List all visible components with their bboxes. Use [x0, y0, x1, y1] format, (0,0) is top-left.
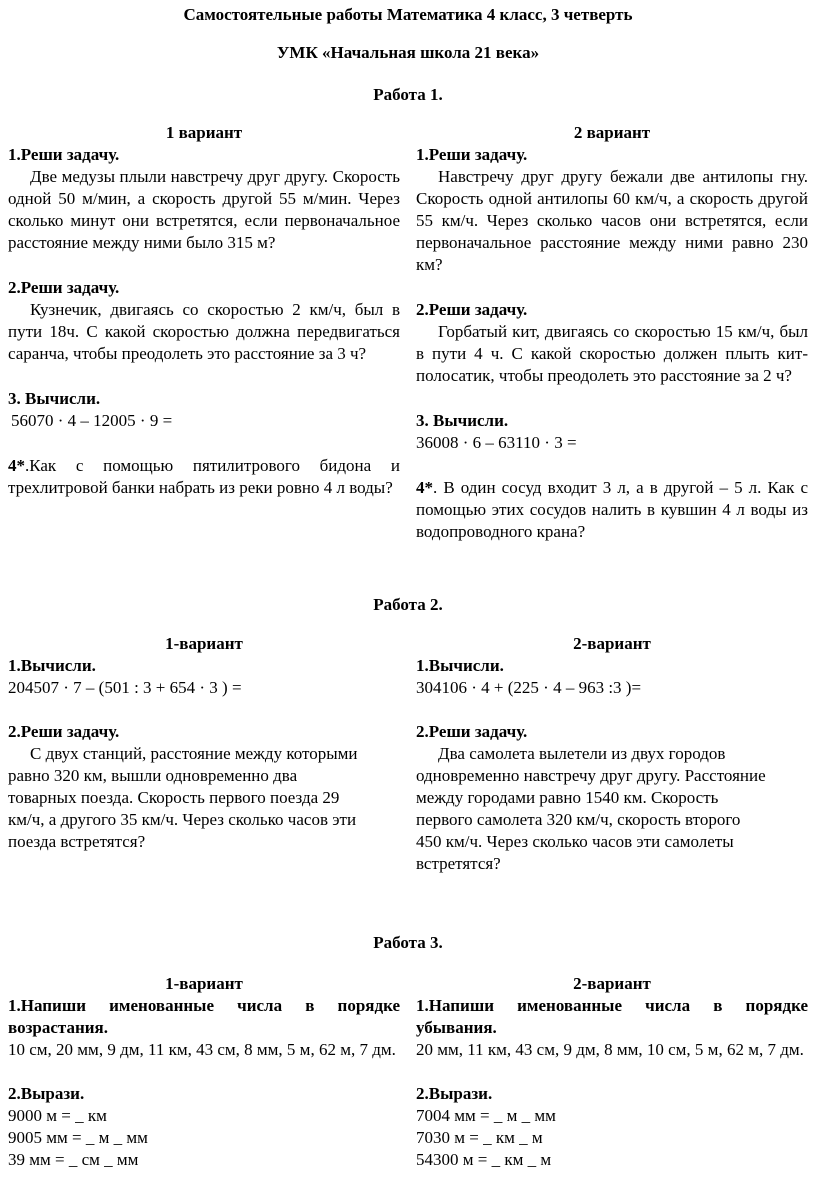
- task1-text: 20 мм, 11 км, 43 см, 9 дм, 8 мм, 10 см, 5 м, 62 м, 7 дм.: [416, 1040, 804, 1059]
- task1-expression: 204507 · 7 – (501 : 3 + 654 · 3 ) =: [8, 678, 242, 697]
- task2-label: 2.Реши задачу.: [416, 300, 528, 319]
- task2-text: Горбатый кит, двигаясь со скоростью 15 км/ч, был в пути 4 ч. С какой скоростью должен плыть кит-полосатик, чтобы преодолеть это расстояние за 2 ч?: [416, 322, 808, 385]
- task2-line: км/ч, а другого 35 км/ч. Через сколько часов эти: [8, 810, 357, 829]
- task3-label: 3. Вычисли.: [8, 389, 101, 408]
- task4-label: 4*: [8, 456, 25, 475]
- umk-title: УМК «Начальная школа 21 века»: [276, 43, 540, 62]
- task2-line: 9000 м = _ км: [8, 1106, 107, 1125]
- variant-heading: 2-вариант: [573, 634, 651, 653]
- variant-heading: 2 вариант: [573, 123, 651, 142]
- task2-line: равно 320 км, вышли одновременно два: [8, 766, 298, 785]
- task1-label: 1.Вычисли.: [8, 656, 96, 675]
- work1-variant1: [8, 122, 400, 499]
- task2-line: 39 мм = _ см _ мм: [8, 1150, 139, 1169]
- task3-expression: 36008 · 6 – 63110 · 3 =: [416, 433, 577, 452]
- task2-line: 450 км/ч. Через сколько часов эти самолеты: [416, 832, 734, 851]
- work2-variant1: [8, 633, 400, 853]
- task4-text: 4*. В один сосуд входит 3 л, а в другой – 5 л. Как с помощью этих сосудов налить в кувшин 4 л воды из водопроводного крана?: [416, 478, 808, 541]
- work2-title: Работа 2.: [373, 595, 443, 614]
- task2-line: Два самолета вылетели из двух городов: [438, 744, 726, 763]
- task2-label: 2.Вырази.: [8, 1084, 85, 1103]
- task1-text: Две медузы плыли навстречу друг другу. Скорость одной 50 м/мин, а скорость другой 55 м/мин. Через сколько минут они встретятся, если первоначальное расстояние между ними было 315 м?: [8, 167, 400, 252]
- task1-label: 1.Реши задачу.: [416, 145, 528, 164]
- variant-heading: 1-вариант: [165, 974, 243, 993]
- task1-label: 1.Напиши именованные числа в порядке убывания.: [416, 996, 808, 1037]
- task1-label: 1.Вычисли.: [416, 656, 504, 675]
- task2-line: С двух станций, расстояние между которыми: [30, 744, 358, 763]
- variant-heading: 1 вариант: [165, 123, 243, 142]
- task2-label: 2.Реши задачу.: [8, 722, 120, 741]
- task1-text: 10 см, 20 мм, 9 дм, 11 км, 43 см, 8 мм, 5 м, 62 м, 7 дм.: [8, 1040, 396, 1059]
- task2-line: встретятся?: [416, 854, 501, 873]
- task4-label: 4*: [416, 478, 433, 497]
- task4-text: 4*.Как с помощью пятилитрового бидона и трехлитровой банки набрать из реки ровно 4 л воды?: [8, 456, 400, 497]
- task2-line: товарных поезда. Скорость первого поезда 29: [8, 788, 340, 807]
- task2-line: 7030 м = _ км _ м: [416, 1128, 543, 1147]
- task1-label: 1.Реши задачу.: [8, 145, 120, 164]
- work1-title: Работа 1.: [373, 85, 443, 104]
- work3-variant2: [416, 973, 808, 1171]
- task2-label: 2.Реши задачу.: [8, 278, 120, 297]
- work1-variant2: [416, 122, 808, 543]
- task1-expression: 304106 · 4 + (225 · 4 – 963 :3 )=: [416, 678, 642, 697]
- variant-heading: 2-вариант: [573, 974, 651, 993]
- task3-label: 3. Вычисли.: [416, 411, 509, 430]
- task2-line: между городами равно 1540 км. Скорость: [416, 788, 719, 807]
- task3-expression: 56070 · 4 – 12005 · 9 =: [11, 411, 173, 430]
- task2-label: 2.Реши задачу.: [416, 722, 528, 741]
- task2-text: Кузнечик, двигаясь со скоростью 2 км/ч, был в пути 18ч. С какой скоростью должна передвигаться саранча, чтобы преодолеть это расстояние за 3 ч?: [8, 300, 400, 363]
- document-title: Самостоятельные работы Математика 4 класс, 3 четверть: [183, 5, 633, 24]
- task2-line: 54300 м = _ км _ м: [416, 1150, 552, 1169]
- task2-line: 9005 мм = _ м _ мм: [8, 1128, 148, 1147]
- task1-text: Навстречу друг другу бежали две антилопы гну. Скорость одной антилопы 60 км/ч, а скорость другой 55 км/ч. Через сколько часов они встретятся, если первоначальное расстояние между ними равно 230 км?: [416, 167, 808, 274]
- task1-label: 1.Напиши именованные числа в порядке возрастания.: [8, 996, 400, 1037]
- work3-variant1: [8, 973, 400, 1171]
- work3-title: Работа 3.: [373, 933, 443, 952]
- task2-line: поезда встретятся?: [8, 832, 146, 851]
- task2-line: 7004 мм = _ м _ мм: [416, 1106, 556, 1125]
- work2-variant2: [416, 633, 808, 875]
- task2-label: 2.Вырази.: [416, 1084, 493, 1103]
- variant-heading: 1-вариант: [165, 634, 243, 653]
- task2-line: одновременно навстречу друг другу. Расстояние: [416, 766, 766, 785]
- task2-line: первого самолета 320 км/ч, скорость второго: [416, 810, 741, 829]
